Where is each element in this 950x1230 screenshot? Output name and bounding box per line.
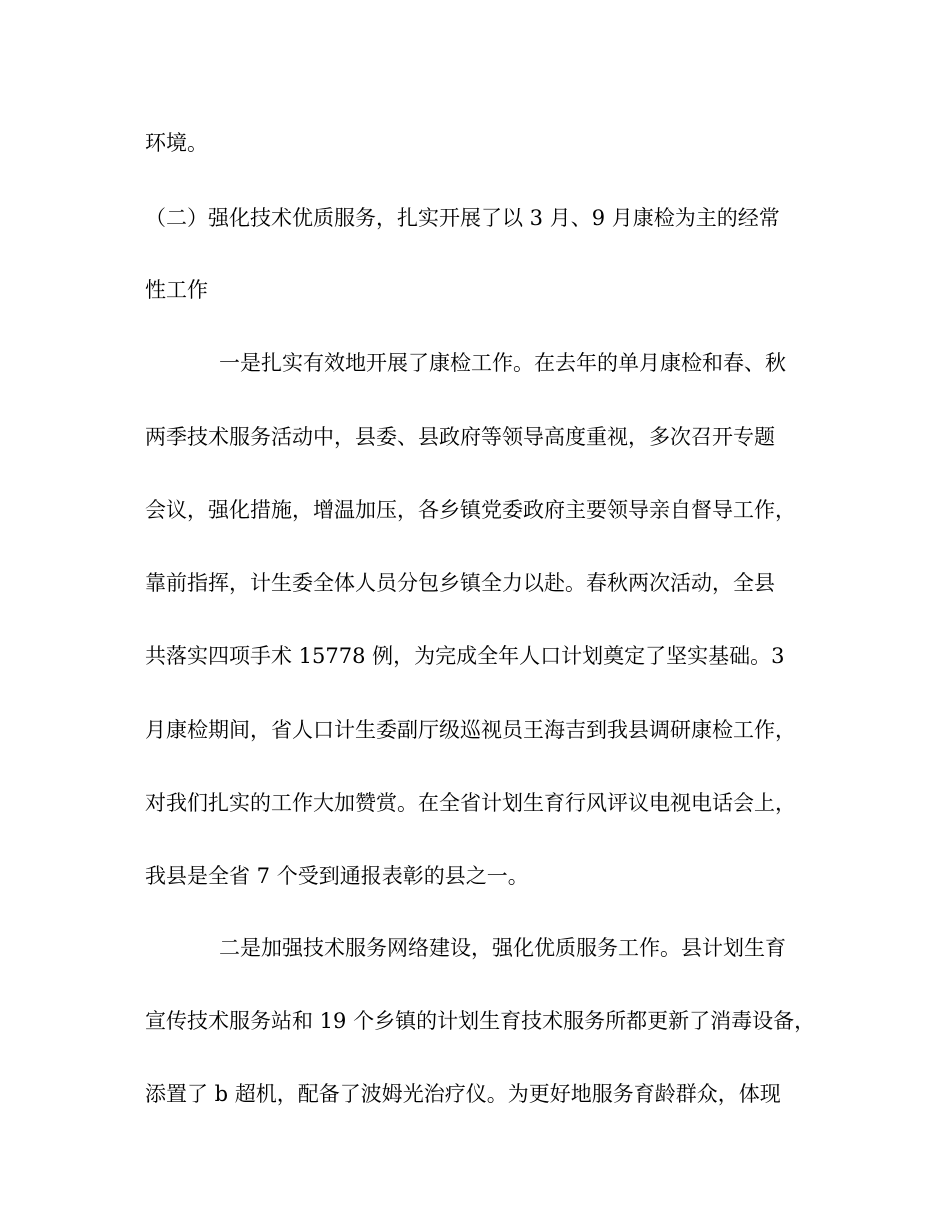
- paragraph-line: 两季技术服务活动中，县委、县政府等领导高度重视，多次召开专题: [145, 425, 775, 449]
- paragraph-line: 共落实四项手术 15778 例，为完成全年人口计划奠定了坚实基础。3: [145, 644, 785, 668]
- text-line: 环境。: [145, 131, 208, 155]
- paragraph-line: 月康检期间，省人口计生委副厅级巡视员王海吉到我县调研康检工作，: [145, 718, 796, 742]
- paragraph-line: 我县是全省 7 个受到通报表彰的县之一。: [145, 864, 529, 888]
- paragraph-line: 对我们扎实的工作大加赞赏。在全省计划生育行风评议电视电话会上，: [145, 791, 796, 815]
- paragraph-line: 靠前指挥，计生委全体人员分包乡镇全力以赴。春秋两次活动，全县: [145, 571, 775, 595]
- paragraph-line: 会议，强化措施，增温加压，各乡镇党委政府主要领导亲自督导工作，: [145, 498, 796, 522]
- section-heading-continued: 性工作: [145, 278, 208, 302]
- paragraph-line: 宣传技术服务站和 19 个乡镇的计划生育技术服务所都更新了消毒设备，: [145, 1009, 816, 1033]
- paragraph-line: 添置了 b 超机，配备了波姆光治疗仪。为更好地服务育龄群众，体现: [145, 1082, 781, 1106]
- section-heading: （二）强化技术优质服务，扎实开展了以 3 月、9 月康检为主的经常: [145, 206, 780, 230]
- paragraph-line: 二是加强技术服务网络建设，强化优质服务工作。县计划生育: [219, 936, 786, 960]
- paragraph-line: 一是扎实有效地开展了康检工作。在去年的单月康检和春、秋: [219, 351, 786, 375]
